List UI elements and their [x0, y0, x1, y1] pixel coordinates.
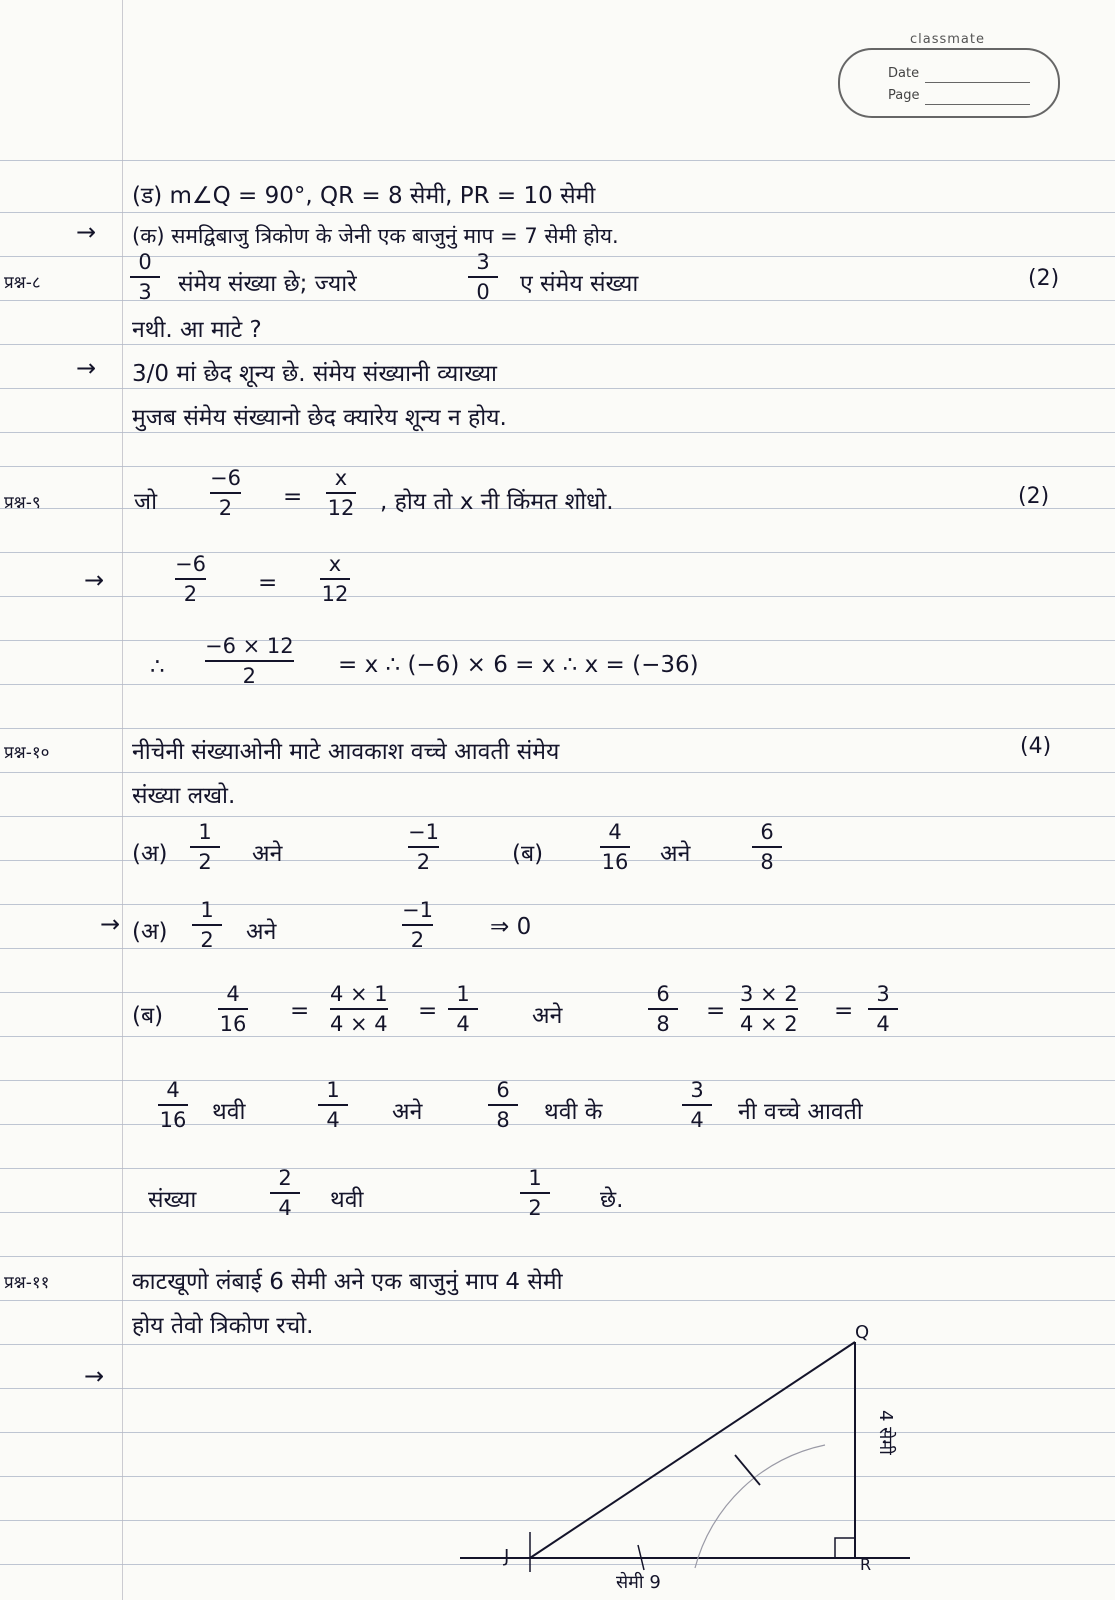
equals-sign: =	[283, 484, 303, 510]
arrow-icon: →	[100, 910, 121, 938]
fraction	[205, 634, 294, 688]
numerator: 1	[200, 898, 214, 922]
numerator: 1	[326, 1078, 340, 1102]
numerator: −1	[402, 898, 433, 922]
ruled-line	[0, 992, 1115, 993]
construction-arc	[695, 1445, 825, 1568]
denominator: 16	[601, 850, 629, 874]
denominator: 16	[159, 1108, 187, 1132]
numerator: 1	[528, 1166, 542, 1190]
numerator: −6 × 12	[205, 634, 294, 658]
denominator: 4 × 2	[740, 1012, 798, 1036]
option-label: (अ)	[132, 919, 168, 945]
fraction-bar	[318, 1104, 348, 1106]
numerator: 0	[138, 250, 152, 274]
question-text: संख्या लखो.	[132, 783, 236, 809]
denominator: 4	[690, 1108, 704, 1132]
equals-sign: =	[418, 998, 438, 1024]
fraction-bar	[520, 1192, 550, 1194]
ruled-line	[0, 640, 1115, 641]
fraction-bar	[868, 1008, 898, 1010]
numerator: 4	[608, 820, 622, 844]
fraction	[158, 1078, 188, 1132]
fraction-bar	[320, 578, 350, 580]
numerator: 2	[278, 1166, 292, 1190]
fraction	[600, 820, 630, 874]
ruled-line	[0, 948, 1115, 949]
fraction	[682, 1078, 712, 1132]
denominator: 16	[219, 1012, 247, 1036]
denominator: 2	[183, 582, 198, 606]
fraction	[330, 982, 388, 1036]
denominator: 0	[476, 280, 490, 304]
marks: (2)	[1028, 266, 1060, 291]
right-angle-mark	[835, 1538, 855, 1558]
ruled-line	[0, 772, 1115, 773]
numerator: 3	[476, 250, 490, 274]
fraction-bar	[190, 846, 220, 848]
answer-text: अने	[392, 1099, 423, 1125]
question-label: प्रश्न-८	[4, 273, 41, 293]
fraction-bar	[330, 1008, 388, 1010]
vertex-right-label: R	[860, 1555, 872, 1574]
option-label: (ब)	[512, 841, 544, 867]
fraction	[320, 552, 350, 606]
question-label: प्रश्न-१०	[4, 743, 50, 763]
vertex-left-label: J	[504, 1546, 510, 1567]
ruled-line	[0, 684, 1115, 685]
ruled-line	[0, 904, 1115, 905]
arrow-icon: →	[84, 566, 105, 594]
ruled-line	[0, 1036, 1115, 1037]
fraction	[326, 466, 356, 520]
fraction-bar	[175, 578, 206, 580]
fraction	[488, 1078, 518, 1132]
ruled-line	[0, 1256, 1115, 1257]
fraction	[740, 982, 798, 1036]
denominator: 2	[218, 496, 233, 520]
equals-sign: =	[834, 998, 854, 1024]
denominator: 4	[278, 1196, 292, 1220]
denominator: 12	[327, 496, 355, 520]
ruled-line	[0, 256, 1115, 257]
fraction-bar	[130, 276, 160, 278]
denominator: 8	[496, 1108, 510, 1132]
numerator: 6	[760, 820, 774, 844]
fraction-bar	[682, 1104, 712, 1106]
fraction-bar	[488, 1104, 518, 1106]
denominator: 4	[326, 1108, 340, 1132]
fraction	[130, 250, 160, 304]
fraction-bar	[468, 276, 498, 278]
question-label: प्रश्न-९	[4, 493, 41, 513]
ruled-line	[0, 466, 1115, 467]
numerator: 3 × 2	[740, 982, 798, 1006]
denominator: 2	[242, 664, 256, 688]
denominator: 2	[528, 1196, 542, 1220]
question-text: अने	[660, 841, 691, 867]
question-label: प्रश्न-११	[4, 1273, 50, 1293]
denominator: 8	[760, 850, 774, 874]
option-label: (अ)	[132, 841, 168, 867]
answer-text: संख्या	[148, 1187, 197, 1213]
fraction	[520, 1166, 550, 1220]
answer-text: थवी के	[544, 1099, 603, 1125]
arrow-icon: →	[76, 354, 97, 382]
arrow-icon: →	[84, 1362, 105, 1390]
fraction-bar	[752, 846, 782, 848]
denominator: 4	[876, 1012, 890, 1036]
answer-text: अने	[532, 1003, 563, 1029]
fraction	[648, 982, 678, 1036]
answer-text: थवी	[212, 1099, 246, 1125]
equals-sign: =	[706, 998, 726, 1024]
fraction-bar	[158, 1104, 188, 1106]
fraction	[752, 820, 782, 874]
date-line	[925, 82, 1030, 83]
fraction-bar	[648, 1008, 678, 1010]
fraction	[468, 250, 498, 304]
answer-result: ⇒ 0	[490, 914, 532, 940]
question-text: संमेय संख्या छे; ज्यारे	[178, 271, 357, 297]
denominator: 2	[200, 928, 214, 952]
numerator: 1	[456, 982, 470, 1006]
ruled-line	[0, 1300, 1115, 1301]
page-label: Page	[888, 88, 920, 103]
equals-sign: =	[290, 998, 310, 1024]
ruled-line	[0, 344, 1115, 345]
denominator: 4 × 4	[330, 1012, 388, 1036]
denominator: 2	[198, 850, 212, 874]
ruled-line	[0, 212, 1115, 213]
fraction-bar	[448, 1008, 478, 1010]
numerator: 4 × 1	[330, 982, 388, 1006]
fraction	[402, 898, 433, 952]
fraction	[210, 466, 241, 520]
answer-text: नी वच्चे आवती	[738, 1099, 863, 1125]
numerator: 6	[496, 1078, 510, 1102]
denominator: 12	[321, 582, 349, 606]
fraction	[190, 820, 220, 874]
fraction	[218, 982, 248, 1036]
vertex-top-label: Q	[855, 1322, 870, 1343]
numerator: 3	[876, 982, 890, 1006]
numerator: 4	[166, 1078, 180, 1102]
ruled-line	[0, 432, 1115, 433]
ruled-line	[0, 728, 1115, 729]
date-page-box	[838, 48, 1060, 118]
ruled-line	[0, 596, 1115, 597]
question-text: नीचेनी संख्याओनी माटे आवकाश वच्चे आवती संमेय	[132, 739, 560, 765]
question-text: होय तेवो त्रिकोण रचो.	[132, 1313, 314, 1339]
answer-line: मुजब संमेय संख्यानो छेद क्यारेय शून्य न होय.	[132, 405, 507, 431]
page-line	[925, 104, 1030, 105]
denominator: 8	[656, 1012, 670, 1036]
arrow-icon: →	[76, 218, 97, 246]
side-right-label: 4 सेमी	[875, 1410, 896, 1455]
fraction	[408, 820, 439, 874]
answer-line: 3/0 मां छेद शून्य छे. संमेय संख्यानी व्याख्या	[132, 361, 498, 387]
fraction-bar	[402, 924, 433, 926]
margin-line	[122, 0, 123, 1600]
fraction-bar	[210, 492, 241, 494]
ruled-line	[0, 388, 1115, 389]
marks: (2)	[1018, 484, 1050, 509]
denominator: 3	[138, 280, 152, 304]
ruled-line	[0, 1168, 1115, 1169]
numerator: −1	[408, 820, 439, 844]
answer-line: = x ∴ (−6) × 6 = x ∴ x = (−36)	[338, 652, 699, 678]
question-text: काटखूणो लंबाई 6 सेमी अने एक बाजुनुं माप 4 सेमी	[132, 1269, 563, 1295]
fraction	[270, 1166, 300, 1220]
side-bottom-label: सेमी 9	[616, 1572, 661, 1593]
fraction-bar	[192, 924, 222, 926]
answer-text: छे.	[600, 1187, 624, 1213]
ruled-line	[0, 552, 1115, 553]
ruled-line	[0, 160, 1115, 161]
fraction	[175, 552, 206, 606]
fraction-bar	[600, 846, 630, 848]
question-text: अने	[252, 841, 283, 867]
denominator: 4	[456, 1012, 470, 1036]
arc-mark	[735, 1455, 760, 1485]
brand-logo: classmate	[910, 32, 985, 47]
numerator: x	[328, 552, 342, 576]
fraction-bar	[205, 660, 294, 662]
option-label: (ब)	[132, 1003, 164, 1029]
question-text: जो	[134, 489, 158, 515]
fraction-bar	[740, 1008, 798, 1010]
answer-line: (ड) m∠Q = 90°, QR = 8 सेमी, PR = 10 सेमी	[132, 183, 596, 209]
answer-line: (क) समद्विबाजु त्रिकोण के जेनी एक बाजुनुं माप = 7 सेमी होय.	[132, 224, 619, 248]
triangle-figure	[440, 1320, 920, 1595]
numerator: 6	[656, 982, 670, 1006]
date-label: Date	[888, 66, 920, 81]
fraction	[192, 898, 222, 952]
numerator: −6	[175, 552, 206, 576]
fraction-bar	[270, 1192, 300, 1194]
fraction-bar	[218, 1008, 248, 1010]
fraction-bar	[326, 492, 356, 494]
numerator: −6	[210, 466, 241, 490]
question-text: नथी. आ माटे ?	[132, 317, 262, 343]
numerator: 4	[226, 982, 240, 1006]
numerator: 1	[198, 820, 212, 844]
fraction-bar	[408, 846, 439, 848]
question-text: , होय तो x नी किंमत शोधो.	[380, 489, 614, 515]
denominator: 2	[416, 850, 431, 874]
ruled-line	[0, 816, 1115, 817]
marks: (4)	[1020, 734, 1052, 759]
equals-sign: =	[258, 570, 278, 596]
numerator: x	[334, 466, 348, 490]
numerator: 3	[690, 1078, 704, 1102]
fraction	[868, 982, 898, 1036]
denominator: 2	[410, 928, 425, 952]
answer-text: अने	[246, 919, 277, 945]
fraction	[448, 982, 478, 1036]
answer-text: थवी	[330, 1187, 364, 1213]
question-text: ए संमेय संख्या	[520, 271, 639, 297]
ruled-line	[0, 300, 1115, 301]
fraction	[318, 1078, 348, 1132]
therefore-sign: ∴	[150, 654, 165, 680]
